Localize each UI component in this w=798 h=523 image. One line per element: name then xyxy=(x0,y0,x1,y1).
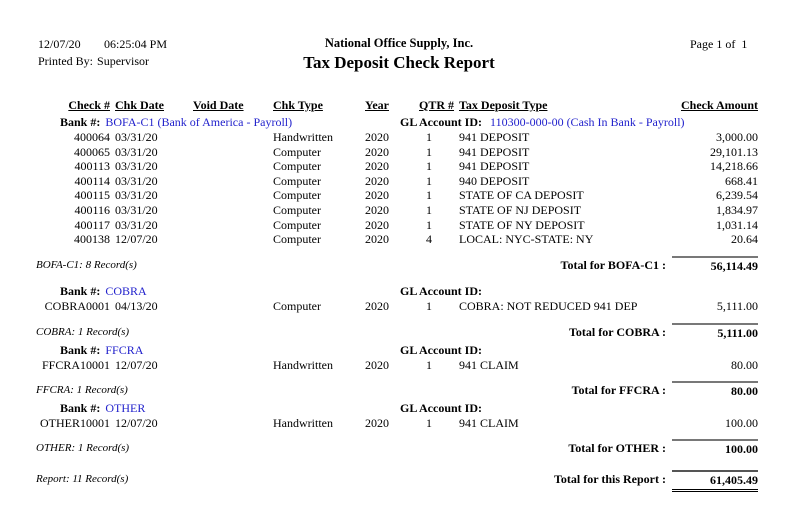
year: 2020 xyxy=(365,202,389,217)
year: 2020 xyxy=(365,159,389,174)
col-header-void-date: Void Date xyxy=(193,98,244,112)
print-date: 12/07/20 xyxy=(38,37,81,51)
bank-group-ffcra xyxy=(0,343,798,399)
gl-account-section xyxy=(400,343,490,358)
qtr: 4 xyxy=(426,232,432,247)
check-amount: 1,834.97 xyxy=(716,202,758,217)
year: 2020 xyxy=(365,298,389,313)
check-number: 400117 xyxy=(74,217,110,232)
table-row xyxy=(0,358,798,373)
table-row xyxy=(0,299,798,314)
check-number: 400115 xyxy=(74,188,110,203)
group-total-label: Total for FFCRA : xyxy=(571,382,666,397)
void-date xyxy=(193,218,273,233)
check-date: 03/31/20 xyxy=(115,144,158,159)
check-date: 03/31/20 xyxy=(115,173,158,188)
qtr: 1 xyxy=(426,217,432,232)
gl-account-label: GL Account ID: xyxy=(400,283,483,298)
table-row xyxy=(0,203,798,218)
check-type: Computer xyxy=(273,173,321,188)
check-amount: 5,111.00 xyxy=(716,298,758,313)
report-total-label: Total for this Report : xyxy=(554,471,666,486)
report-total-amount: 61,405.49 xyxy=(672,470,758,492)
void-date xyxy=(193,174,273,189)
group-total-row xyxy=(0,381,798,399)
gl-account-label: GL Account ID: xyxy=(400,343,483,358)
year: 2020 xyxy=(365,232,389,247)
gl-account-section xyxy=(400,115,685,130)
check-date: 12/07/20 xyxy=(115,232,158,247)
check-date: 03/31/20 xyxy=(115,188,158,203)
tax-deposit-type: 941 CLAIM xyxy=(459,358,519,373)
qtr: 1 xyxy=(426,298,432,313)
tax-deposit-type: STATE OF NJ DEPOSIT xyxy=(459,202,582,217)
void-date xyxy=(193,145,273,160)
check-number: FFCRA10001 xyxy=(41,358,110,373)
tax-deposit-type: LOCAL: NYC-STATE: NY xyxy=(459,232,594,247)
bank-id-link[interactable]: OTHER xyxy=(105,400,146,415)
col-header-check-number: Check # xyxy=(68,98,110,112)
table-row xyxy=(0,145,798,160)
check-type: Computer xyxy=(273,159,321,174)
table-row xyxy=(0,232,798,247)
year: 2020 xyxy=(365,144,389,159)
check-amount: 668.41 xyxy=(725,173,758,188)
bank-number-label: Bank #: xyxy=(60,283,101,298)
bank-header-row xyxy=(0,401,798,416)
gl-account-section xyxy=(400,401,490,416)
check-number: 400113 xyxy=(74,159,110,174)
void-date xyxy=(193,203,273,218)
qtr: 1 xyxy=(426,202,432,217)
qtr: 1 xyxy=(426,159,432,174)
check-amount: 1,031.14 xyxy=(716,217,758,232)
check-date: 12/07/20 xyxy=(115,415,158,430)
year: 2020 xyxy=(365,217,389,232)
year: 2020 xyxy=(365,358,389,373)
check-type: Computer xyxy=(273,232,321,247)
check-date: 12/07/20 xyxy=(115,358,158,373)
group-record-count: FFCRA: 1 Record(s) xyxy=(36,383,128,396)
printed-by-name: Supervisor xyxy=(97,54,150,68)
table-row xyxy=(0,130,798,145)
check-number: 400064 xyxy=(74,130,110,144)
check-number: OTHER10001 xyxy=(40,415,110,430)
check-number: COBRA0001 xyxy=(44,298,110,313)
check-date: 04/13/20 xyxy=(115,298,158,313)
check-date: 03/31/20 xyxy=(115,130,158,144)
gl-account-id-link[interactable]: 110300-000-00 (Cash In Bank - Payroll) xyxy=(490,115,685,129)
bank-header-row xyxy=(0,343,798,358)
void-date xyxy=(193,188,273,203)
report-header xyxy=(0,0,798,98)
check-date: 03/31/20 xyxy=(115,159,158,174)
col-header-check-amount: Check Amount xyxy=(680,98,758,112)
gl-account-label: GL Account ID: xyxy=(400,400,483,415)
check-number: 400114 xyxy=(74,173,110,188)
report-body xyxy=(0,98,798,492)
group-total-label: Total for COBRA : xyxy=(568,325,666,340)
col-header-qtr: QTR # xyxy=(419,98,455,112)
bank-number-label: Bank #: xyxy=(60,115,101,129)
col-header-check-type: Chk Type xyxy=(273,98,323,112)
qtr: 1 xyxy=(426,415,432,430)
col-header-year: Year xyxy=(365,98,389,112)
bank-group-cobra xyxy=(0,284,798,342)
bank-header-row xyxy=(0,115,798,130)
table-row xyxy=(0,159,798,174)
group-total-row xyxy=(0,439,798,457)
table-row xyxy=(0,218,798,233)
void-date xyxy=(193,299,273,314)
void-date xyxy=(193,416,273,431)
report-title: Tax Deposit Check Report xyxy=(303,53,495,72)
group-total-label: Total for OTHER : xyxy=(568,440,666,455)
tax-deposit-type: COBRA: NOT REDUCED 941 DEP xyxy=(459,298,638,313)
bank-number-label: Bank #: xyxy=(60,343,101,358)
bank-group-other xyxy=(0,401,798,457)
group-record-count: OTHER: 1 Record(s) xyxy=(36,441,130,454)
table-row xyxy=(0,188,798,203)
qtr: 1 xyxy=(426,144,432,159)
check-amount: 80.00 xyxy=(731,358,758,373)
check-type: Computer xyxy=(273,298,321,313)
void-date xyxy=(193,159,273,174)
print-time: 06:25:04 PM xyxy=(104,37,168,51)
check-number: 400138 xyxy=(74,232,110,247)
table-header-row xyxy=(0,98,798,115)
check-number: 400116 xyxy=(74,202,110,217)
check-type: Computer xyxy=(273,188,321,203)
check-number: 400065 xyxy=(74,144,110,159)
check-date: 03/31/20 xyxy=(115,202,158,217)
year: 2020 xyxy=(365,415,389,430)
check-type: Handwritten xyxy=(273,358,333,373)
check-amount: 29,101.13 xyxy=(710,144,758,159)
qtr: 1 xyxy=(426,130,432,144)
tax-deposit-type: STATE OF NY DEPOSIT xyxy=(459,217,585,232)
tax-deposit-type: STATE OF CA DEPOSIT xyxy=(459,188,584,203)
qtr: 1 xyxy=(426,188,432,203)
check-type: Computer xyxy=(273,202,321,217)
group-total-row xyxy=(0,256,798,274)
gl-account-label: GL Account ID: xyxy=(400,115,483,129)
bank-id-link[interactable]: COBRA xyxy=(105,283,147,298)
check-date: 03/31/20 xyxy=(115,217,158,232)
year: 2020 xyxy=(365,188,389,203)
group-total-amount: 5,111.00 xyxy=(672,323,758,341)
group-record-count: BOFA-C1: 8 Record(s) xyxy=(36,258,137,271)
tax-deposit-type: 940 DEPOSIT xyxy=(459,173,530,188)
tax-deposit-type: 941 DEPOSIT xyxy=(459,130,530,144)
col-header-tax-deposit-type: Tax Deposit Type xyxy=(459,98,548,112)
gl-account-section xyxy=(400,284,490,299)
year: 2020 xyxy=(365,130,389,144)
printed-by-label: Printed By: xyxy=(38,54,94,68)
check-amount: 6,239.54 xyxy=(716,188,758,203)
group-total-amount: 80.00 xyxy=(672,381,758,399)
group-record-count: COBRA: 1 Record(s) xyxy=(36,326,130,339)
report-total-row xyxy=(0,470,798,492)
check-type: Handwritten xyxy=(273,130,333,144)
tax-deposit-type: 941 DEPOSIT xyxy=(459,144,530,159)
check-amount: 20.64 xyxy=(731,232,758,247)
bank-number-label: Bank #: xyxy=(60,400,101,415)
group-total-row xyxy=(0,323,798,341)
table-row xyxy=(0,416,798,431)
check-type: Computer xyxy=(273,217,321,232)
bank-id-link[interactable]: BOFA-C1 (Bank of America - Payroll) xyxy=(105,115,293,129)
qtr: 1 xyxy=(426,173,432,188)
void-date xyxy=(193,232,273,247)
company-name: National Office Supply, Inc. xyxy=(324,36,474,50)
void-date xyxy=(193,130,273,145)
group-total-amount: 100.00 xyxy=(672,439,758,457)
void-date xyxy=(193,358,273,373)
bank-header-row xyxy=(0,284,798,299)
group-total-amount: 56,114.49 xyxy=(672,256,758,274)
bank-id-link[interactable]: FFCRA xyxy=(105,343,144,358)
report-record-count: Report: 11 Record(s) xyxy=(36,472,129,485)
tax-deposit-type: 941 CLAIM xyxy=(459,415,519,430)
qtr: 1 xyxy=(426,358,432,373)
group-total-label: Total for BOFA-C1 : xyxy=(560,257,666,272)
check-amount: 14,218.66 xyxy=(710,159,758,174)
bank-group-bofa-c1 xyxy=(0,115,798,274)
tax-deposit-type: 941 DEPOSIT xyxy=(459,159,530,174)
page-number: Page 1 of 1 xyxy=(690,37,748,51)
check-amount: 100.00 xyxy=(725,415,758,430)
check-amount: 3,000.00 xyxy=(716,130,758,144)
year: 2020 xyxy=(365,173,389,188)
table-row xyxy=(0,174,798,189)
check-type: Computer xyxy=(273,144,321,159)
col-header-check-date: Chk Date xyxy=(115,98,165,112)
check-type: Handwritten xyxy=(273,415,333,430)
